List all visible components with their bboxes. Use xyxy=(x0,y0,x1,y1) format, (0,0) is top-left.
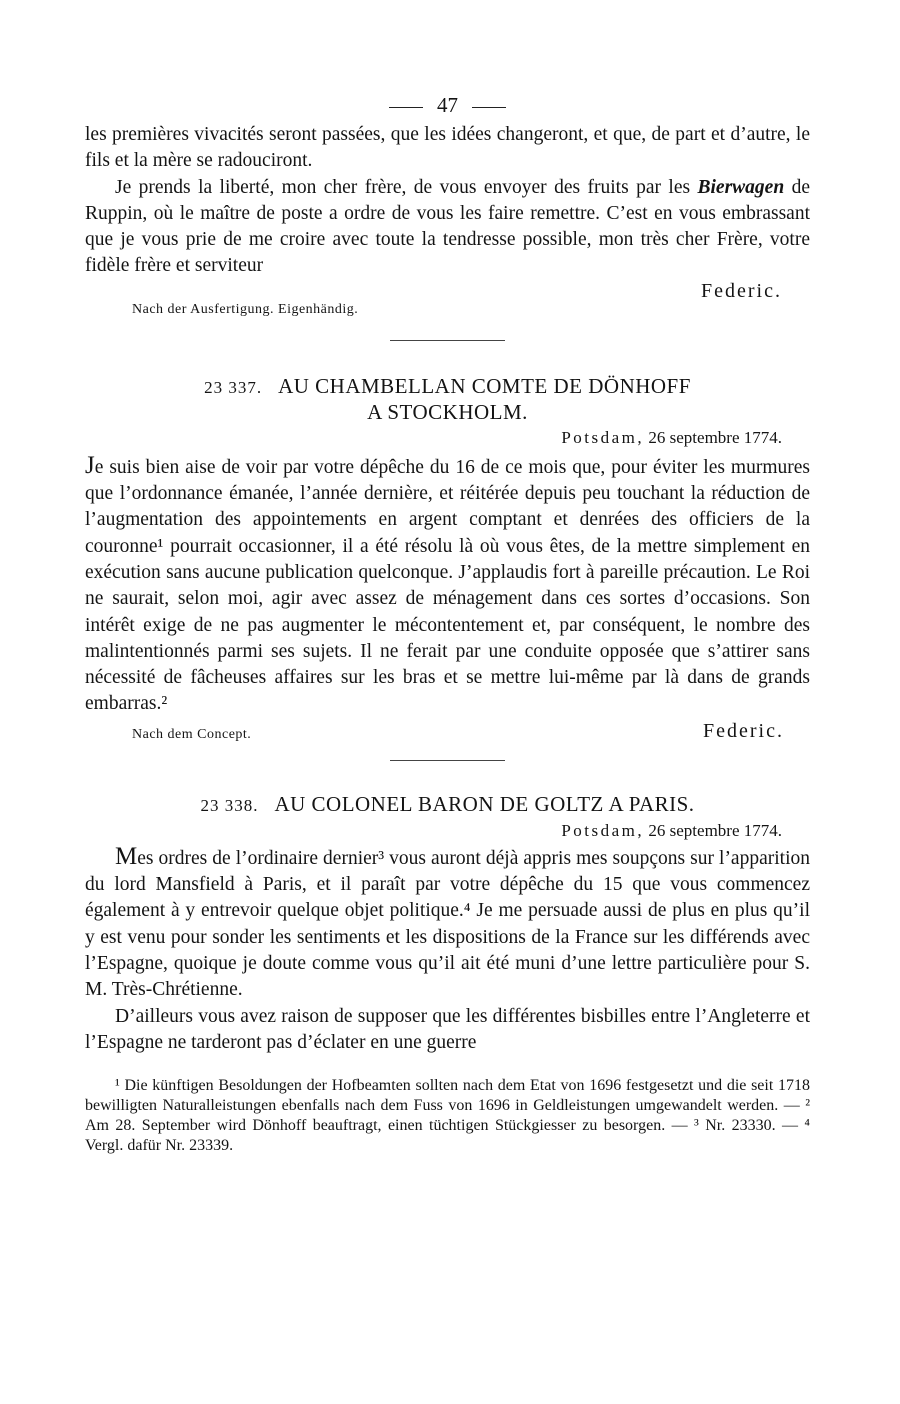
page-number-text: 47 xyxy=(437,93,458,117)
letter-23337-body xyxy=(85,453,810,718)
letter-23337-heading-line-2: A STOCKHOLM. xyxy=(367,399,528,424)
letter-23337-body-text: e suis bien aise de voir par votre dépêche du 16 de ce mois que, pour éviter les murmures que l’ordonnance émanée, l’année dernière, et réitérée depuis peu touchant la réduction de l’augmentation des appointements en argent comptant et denrées des officiers de la couronne¹ pourrait occasionner, il a été résolu là où vous êtes, de la mettre simplement en exécution sans aucune publication quelconque. J’applaudis fort à pareille précaution. Le Roi ne saurait, selon moi, agir avec assez de ménagement dans ces sortes d’occasions. Son intérêt exige de ne pas augmenter le mécontentement et, par conséquent, le nombre des malintentionnés parmi ses sujets. Il ne ferait par une conduite opposée que s’attirer sans nécessité de fâcheuses affaires sur les bras et se mettre lui-même par là dans de grands embarras.² xyxy=(85,456,810,715)
prev-letter-signature: Federic. xyxy=(701,279,782,302)
letter-23338-initial: M xyxy=(115,842,138,870)
letter-23338-paragraph-1 xyxy=(85,844,810,1004)
page-number xyxy=(85,88,810,122)
letter-23337-heading-line-1: AU CHAMBELLAN COMTE DE DÖNHOFF xyxy=(278,373,691,398)
prev-letter-p2-emphasis: Bierwagen xyxy=(697,176,785,198)
letter-23337-date: 26 septembre 1774. xyxy=(648,427,782,447)
letter-23338-heading-text: AU COLONEL BARON DE GOLTZ A PARIS. xyxy=(274,791,695,816)
prev-letter-source-note: Nach der Ausfertigung. Eigenhändig. xyxy=(132,301,359,317)
prev-letter-paragraph-2 xyxy=(85,175,810,280)
prev-letter-p2-before: Je prends la liberté, mon cher frère, de vous envoyer des fruits par les xyxy=(115,176,691,198)
letter-23338-number: 23 338. xyxy=(200,795,259,815)
letter-23337-closing xyxy=(85,718,810,752)
letter-23337-signature: Federic. xyxy=(703,719,784,742)
prev-letter-paragraph-1: les premières vivacités seront passées, que les idées changeront, et que, de part et d’autre, le fils et la mère se radouciront. xyxy=(85,124,810,172)
page-number-dash-right xyxy=(472,107,506,108)
prev-letter-p2-after: de Ruppin, où le maître de poste a ordre de vous les faire remettre. C’est en vous embrassant que je vous prie de me croire avec toute la tendresse possible, mon très cher Frère, votre fidèle frère et serviteur xyxy=(85,176,811,277)
letter-23337-number: 23 337. xyxy=(204,377,263,397)
letter-23338-dateline xyxy=(85,818,810,844)
letter-23338-paragraph-1-text: es ordres de l’ordinaire dernier³ vous auront déjà appris mes soupçons sur l’apparition du lord Mansfield à Paris, et il paraît par votre dépêche du 15 que vous commencez également à y entrevoir quelque objet politique.⁴ Je me persuade aussi de plus en plus qu’il y est venu pour sonder les sentiments et les dispositions de la France sur les différends avec l’Espagne, quoique je doute comme vous qu’il ait été muni d’une lettre particulière pour S. M. Très-Chrétienne. xyxy=(85,847,810,1001)
letter-23338-paragraph-2: D’ailleurs vous avez raison de supposer que les différentes bisbilles entre l’Angleterre et l’Espagne ne tarderont pas d’éclater en une guerre xyxy=(85,1005,810,1053)
footnotes-text: ¹ Die künftigen Besoldungen der Hofbeamten sollten nach dem Etat von 1696 festgesetzt und die seit 1718 bewilligten Naturalleistungen ebenfalls nach dem Fuss von 1696 in Geldleistungen umgewandelt werden. — ² Am 28. September wird Dönhoff beauftragt, einen tüchtigen Stückgiesser zu besorgen. — ³ Nr. 23330. — ⁴ Vergl. dafür Nr. 23339. xyxy=(85,1077,810,1155)
letter-23337-heading xyxy=(85,374,810,425)
letter-23338-place: Potsdam, xyxy=(561,820,645,840)
page-number-dash-left xyxy=(389,107,423,108)
letter-23338-heading xyxy=(85,792,810,818)
footnotes xyxy=(85,1076,810,1156)
letter-23337-initial: J xyxy=(85,451,95,479)
prev-letter-closing xyxy=(85,280,810,326)
letter-23337-source-note: Nach dem Concept. xyxy=(132,726,252,742)
letter-23337-dateline xyxy=(85,425,810,451)
letter-23337-place: Potsdam, xyxy=(561,427,645,447)
letter-23338-date: 26 septembre 1774. xyxy=(648,820,782,840)
page xyxy=(85,88,810,1156)
